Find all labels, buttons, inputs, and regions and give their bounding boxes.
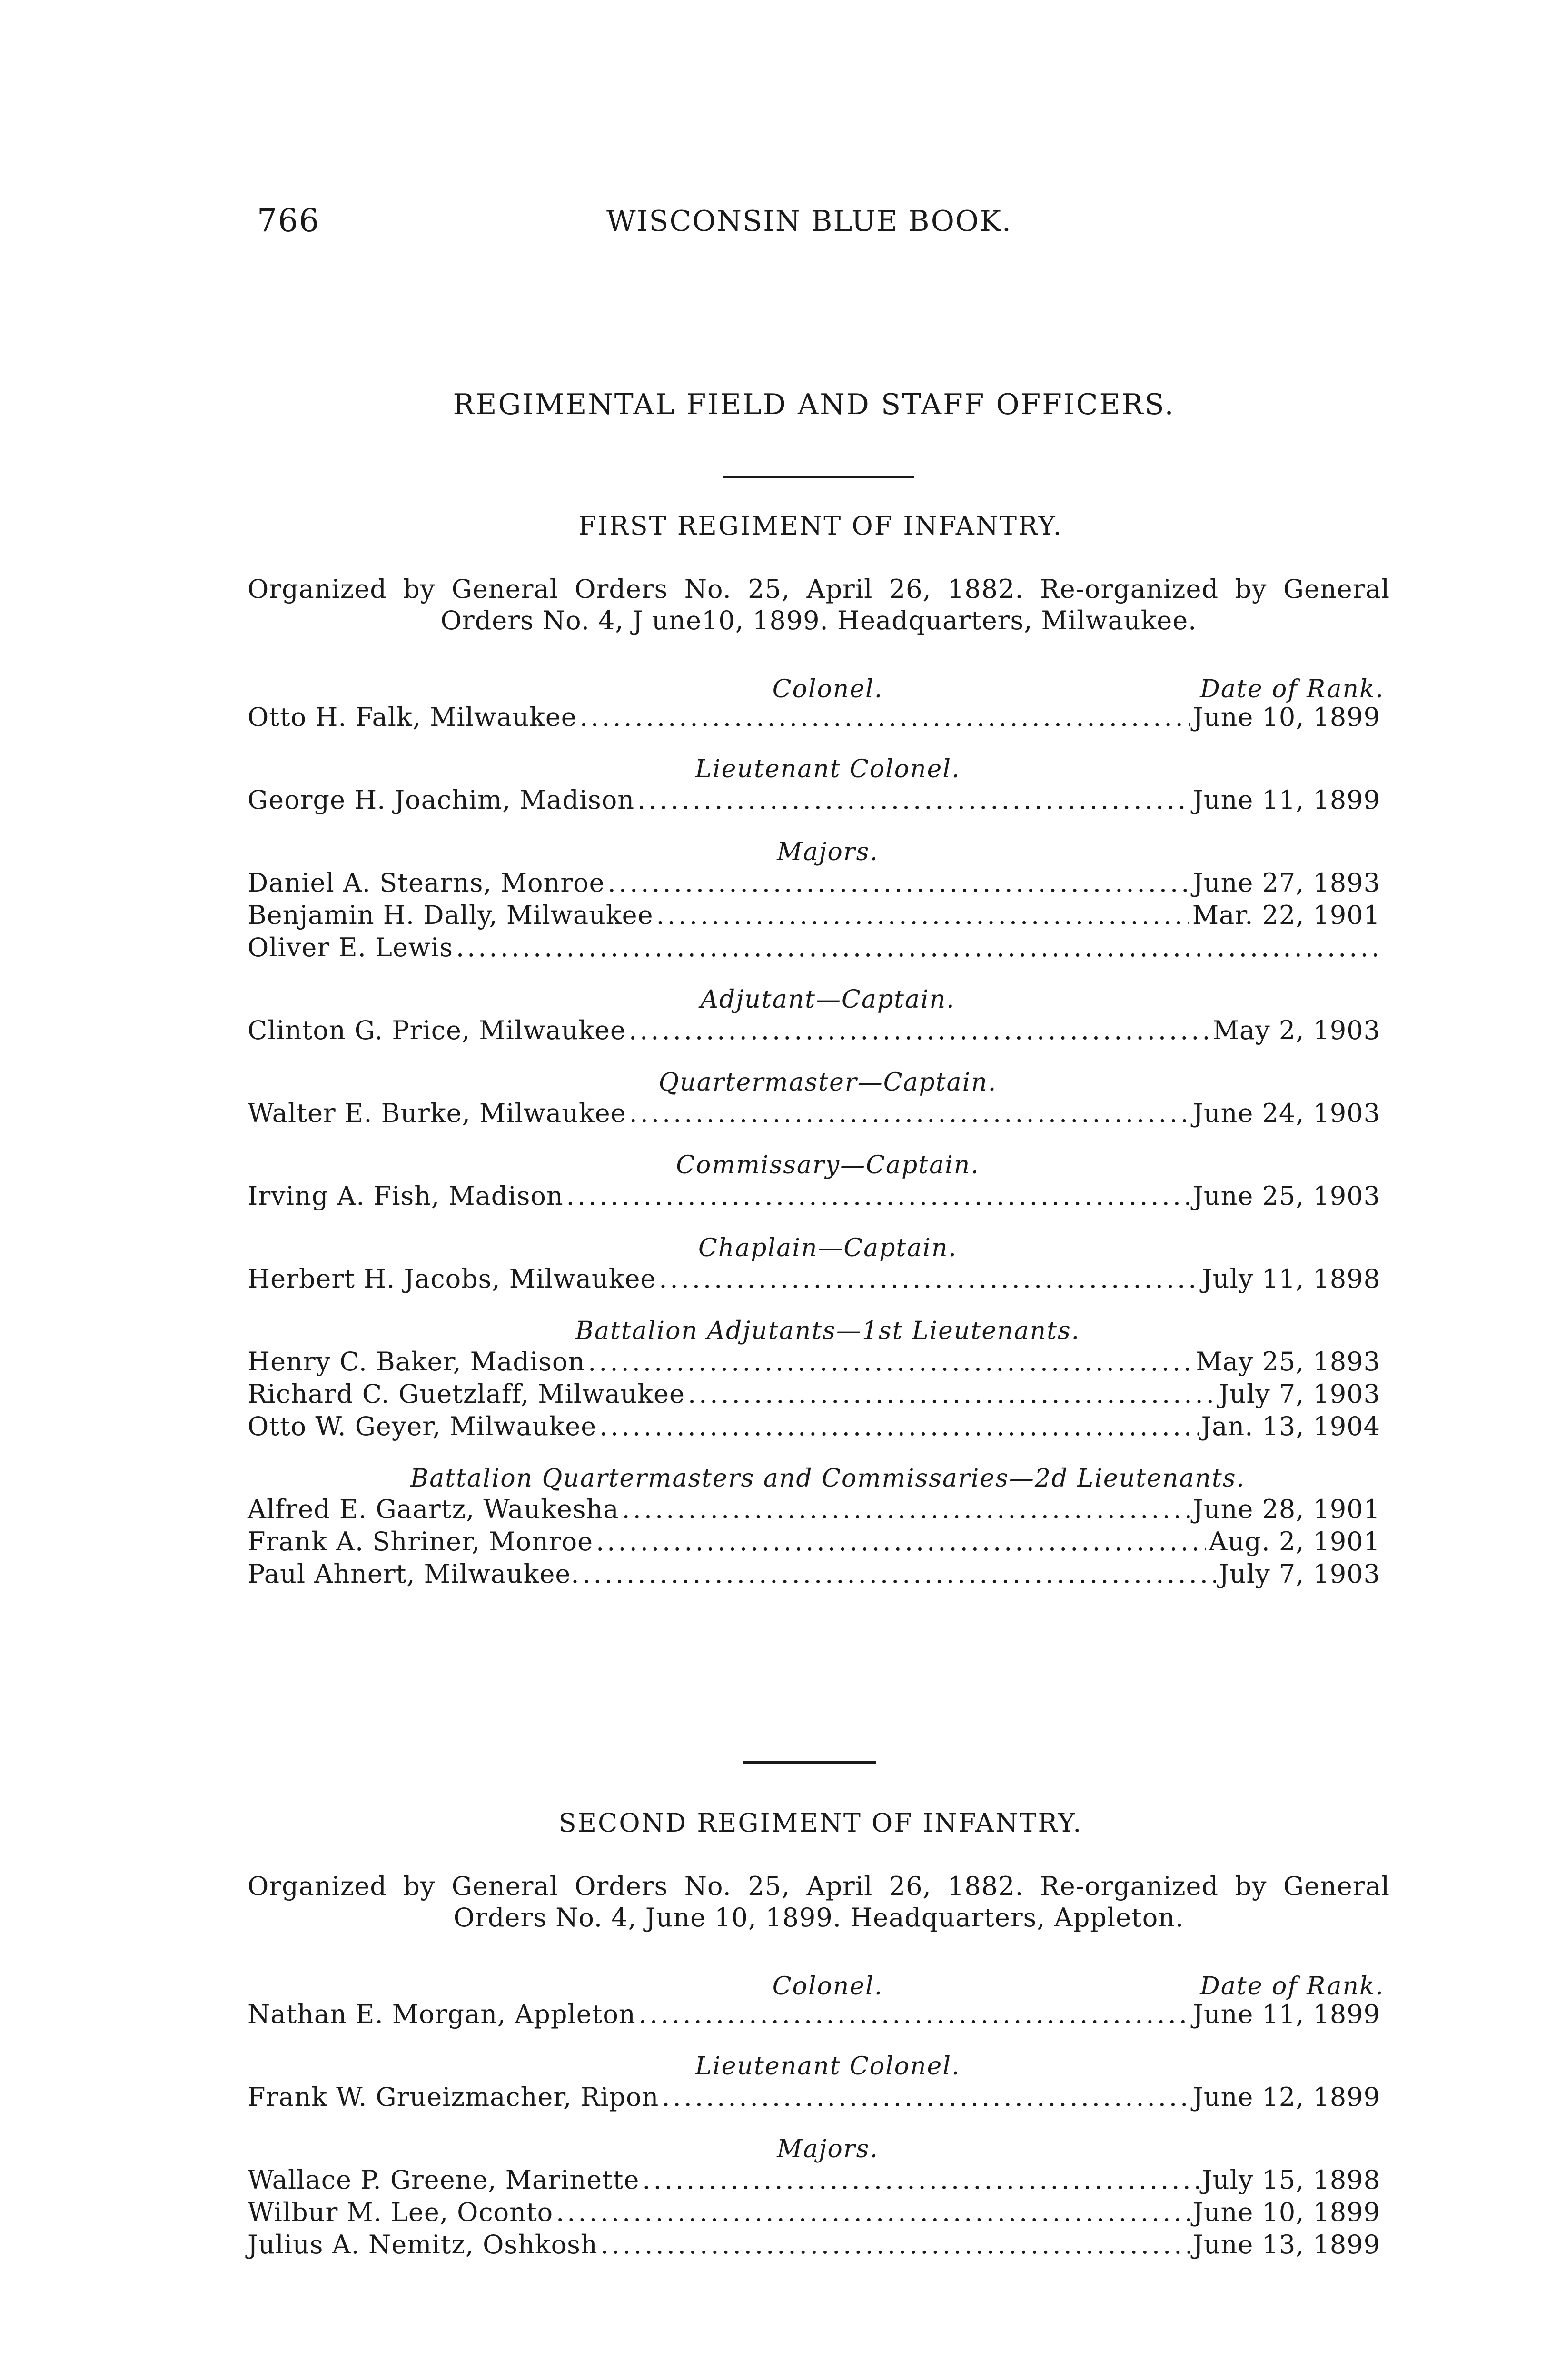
rank-date: May 25, 1893 (1196, 1347, 1380, 1377)
officer-name: Otto H. Falk, Milwaukee (248, 702, 577, 732)
date-of-rank-label: Date of Rank. (1200, 675, 1384, 704)
officer-entry (248, 2165, 1380, 2197)
officer-entry (248, 1559, 1380, 1591)
rank-date: June 12, 1899 (1193, 2082, 1380, 2112)
section-title: Colonel. (772, 1972, 883, 2001)
page-number: 766 (257, 202, 320, 239)
officer-name: Walter E. Burke, Milwaukee (248, 1098, 626, 1128)
officer-entry (248, 785, 1380, 817)
rank-date: Mar. 22, 1901 (1192, 900, 1380, 930)
section-title: Majors. (777, 2135, 879, 2163)
rank-date: June 25, 1903 (1193, 1181, 1380, 1211)
dot-leader (608, 868, 1190, 898)
officer-name: Frank W. Grueizmacher, Ripon (248, 2082, 659, 2112)
officer-section (0, 1463, 1546, 1591)
officer-name: Otto W. Geyer, Milwaukee (248, 1411, 597, 1441)
officer-entry (248, 1015, 1380, 1048)
running-title: WISCONSIN BLUE BOOK. (606, 205, 1012, 238)
dot-leader (637, 785, 1190, 815)
regiment-block-second (0, 1809, 1546, 2262)
rank-date: May 2, 1903 (1212, 1015, 1380, 1045)
officer-section (0, 1150, 1546, 1213)
section-title: Colonel. (772, 675, 883, 704)
officer-section (0, 674, 1546, 734)
officer-name: Henry C. Baker, Madison (248, 1347, 585, 1377)
dot-leader (688, 1379, 1216, 1409)
officer-section (0, 984, 1546, 1048)
officer-name: Julius A. Nemitz, Oshkosh (248, 2230, 598, 2260)
section-header-row (0, 674, 1546, 702)
section-title: Adjutant—Captain. (700, 985, 955, 1014)
officer-section (0, 1971, 1546, 2032)
rank-date: June 13, 1899 (1193, 2230, 1380, 2260)
rank-date: June 28, 1901 (1193, 1494, 1380, 1524)
dot-leader (601, 2230, 1190, 2260)
section-title: Lieutenant Colonel. (695, 2052, 961, 2081)
section-title: Commissary—Captain. (676, 1151, 980, 1180)
officer-entry (248, 1181, 1380, 1213)
officer-section (0, 1232, 1546, 1296)
officer-entry (248, 2082, 1380, 2114)
organization-note: Organized by General Orders No. 25, April 26, 1882. Re-organized by General Orders No. 4, June 10, 1899. Headquarters, Appleton. (248, 1871, 1390, 1933)
officer-name: Clinton G. Price, Milwaukee (248, 1015, 626, 1045)
section-title: Chaplain—Captain. (698, 1234, 957, 1262)
officer-section (0, 2051, 1546, 2114)
regiment-block-first (0, 512, 1546, 1591)
rank-date: Jan. 13, 1904 (1201, 1411, 1380, 1441)
rank-date: June 10, 1899 (1193, 2197, 1380, 2227)
dot-leader (629, 1015, 1210, 1045)
dot-leader (642, 2165, 1199, 2195)
officer-name: Alfred E. Gaartz, Waukesha (248, 1494, 619, 1524)
dot-leader (622, 1494, 1190, 1524)
section-title: Majors. (777, 838, 879, 866)
section-divider-rule (743, 1761, 876, 1764)
section-title: Battalion Quartermasters and Commissaries—2d Lieutenants. (410, 1464, 1245, 1493)
rank-date: July 11, 1898 (1202, 1264, 1380, 1294)
officer-entry (248, 1527, 1380, 1559)
dot-leader (456, 932, 1378, 962)
rank-date: Aug. 2, 1901 (1209, 1527, 1380, 1557)
officer-name: Wallace P. Greene, Marinette (248, 2165, 640, 2195)
officer-section (0, 1067, 1546, 1130)
rank-date: July 15, 1898 (1202, 2165, 1380, 2195)
officer-name: Irving A. Fish, Madison (248, 1181, 564, 1211)
officer-entry (248, 1379, 1380, 1411)
rank-date: June 27, 1893 (1193, 868, 1380, 898)
officer-name: Nathan E. Morgan, Appleton (248, 1999, 636, 2029)
rank-date: June 11, 1899 (1193, 1999, 1380, 2029)
officer-name: George H. Joachim, Madison (248, 785, 635, 815)
officer-entry (248, 932, 1380, 965)
dot-leader (583, 1559, 1216, 1589)
officer-name: Herbert H. Jacobs, Milwaukee (248, 1264, 656, 1294)
officer-entry (248, 900, 1380, 932)
officer-section (0, 754, 1546, 817)
rank-date: June 11, 1899 (1193, 785, 1380, 815)
officer-entry (248, 1999, 1380, 2032)
officer-section (0, 836, 1546, 965)
dot-leader (656, 900, 1189, 930)
dot-leader (659, 1264, 1199, 1294)
officer-entry (248, 2230, 1380, 2262)
rank-date: June 10, 1899 (1193, 702, 1380, 732)
section-header-row (0, 1971, 1546, 1999)
organization-note: Organized by General Orders No. 25, April 26, 1882. Re-organized by General Orders No. 4, J une10, 1899. Headquarters, Milwaukee. (248, 574, 1390, 635)
officer-name: Frank A. Shriner, Monroe (248, 1527, 594, 1557)
officer-name: Oliver E. Lewis (248, 932, 454, 962)
date-of-rank-label: Date of Rank. (1200, 1972, 1384, 2001)
rank-date: July 7, 1903 (1219, 1559, 1380, 1589)
officer-entry (248, 1411, 1380, 1444)
officer-section (0, 1315, 1546, 1444)
section-title: Lieutenant Colonel. (695, 755, 961, 783)
page-title: REGIMENTAL FIELD AND STAFF OFFICERS. (453, 388, 1175, 421)
regiment-title: FIRST REGIMENT OF INFANTRY. (578, 511, 1063, 541)
section-title: Battalion Adjutants—1st Lieutenants. (575, 1317, 1080, 1345)
officer-entry (248, 1347, 1380, 1379)
officer-entry (248, 702, 1380, 734)
section-divider-rule (723, 476, 914, 478)
dot-leader (596, 1527, 1206, 1557)
dot-leader (662, 2082, 1190, 2112)
dot-leader (556, 2197, 1190, 2227)
dot-leader (599, 1411, 1198, 1441)
officer-name: Benjamin H. Dally, Milwaukee (248, 900, 654, 930)
officer-entry (248, 868, 1380, 900)
dot-leader (629, 1098, 1190, 1128)
officer-entry (248, 2197, 1380, 2230)
dot-leader (588, 1347, 1193, 1377)
dot-leader (580, 702, 1190, 732)
officer-name: Daniel A. Stearns, Monroe (248, 868, 605, 898)
dot-leader (566, 1181, 1190, 1211)
officer-entry (248, 1494, 1380, 1527)
officer-name: Wilbur M. Lee, Oconto (248, 2197, 554, 2227)
officer-entry (248, 1098, 1380, 1130)
officer-name: Richard C. Guetzlaff, Milwaukee (248, 1379, 685, 1409)
section-title: Quartermaster—Captain. (658, 1068, 997, 1097)
officer-section (0, 2133, 1546, 2262)
rank-date: June 24, 1903 (1193, 1098, 1380, 1128)
officer-name: Paul Ahnert, Milwaukee. (248, 1559, 580, 1589)
regiment-title: SECOND REGIMENT OF INFANTRY. (558, 1808, 1083, 1838)
officer-entry (248, 1264, 1380, 1296)
dot-leader (639, 1999, 1190, 2029)
rank-date: July 7, 1903 (1219, 1379, 1380, 1409)
